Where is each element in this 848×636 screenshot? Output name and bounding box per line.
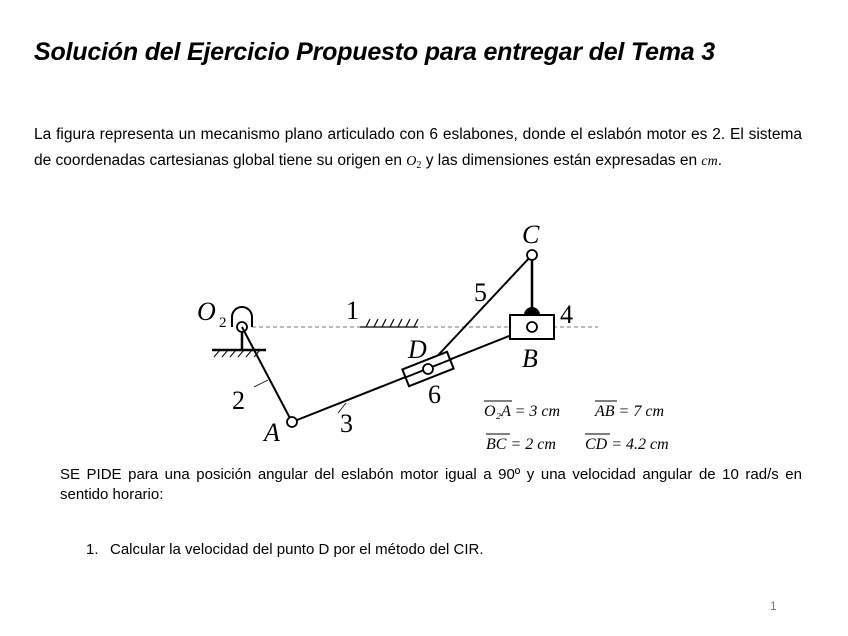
label-d: D — [408, 335, 427, 364]
joint-c — [527, 250, 537, 260]
ground-hatch — [360, 319, 418, 327]
label-link-2: 2 — [232, 386, 245, 415]
intro-paragraph — [34, 122, 802, 179]
task-item — [86, 541, 484, 558]
unit-symbol: cm — [701, 154, 718, 169]
dimension-o2a: O₂A = 3 cm — [484, 403, 561, 420]
task-list — [86, 541, 484, 558]
origin-letter: O — [406, 154, 417, 169]
dimensions — [484, 401, 669, 453]
dimension-cd: CD = 4.2 cm — [585, 436, 669, 453]
slider-4-top-cap — [524, 307, 540, 315]
requirement-paragraph: SE PIDE para una posición angular del eslabón motor igual a 90º y una velocidad angular de 10 rad/s en sentido horario: — [60, 466, 802, 503]
task-text: Calcular la velocidad del punto D por el método del CIR. — [110, 541, 484, 558]
page-number: 1 — [770, 599, 777, 613]
label-link-1: 1 — [346, 296, 359, 325]
label-c: C — [522, 220, 540, 249]
label-b: B — [522, 344, 538, 373]
joint-b — [527, 322, 537, 332]
dimension-bc: BC = 2 cm — [486, 436, 556, 453]
dimension-ab: AB = 7 cm — [595, 403, 664, 420]
page-title: Solución del Ejercicio Propuesto para entregar del Tema 3 — [34, 38, 715, 66]
mechanism-diagram — [170, 215, 690, 460]
label-link-5: 5 — [474, 278, 487, 307]
label-link-6: 6 — [428, 380, 441, 409]
link-2-leader — [254, 380, 268, 387]
label-a: A — [264, 418, 280, 447]
joint-d — [423, 364, 433, 374]
label-o-sub: 2 — [219, 315, 227, 331]
link-5 — [428, 255, 532, 366]
origin-subscript: 2 — [416, 160, 422, 171]
joint-a — [287, 417, 297, 427]
mechanism-figure — [170, 215, 690, 460]
link-2 — [242, 327, 292, 422]
origin-symbol — [406, 154, 421, 169]
label-o: O — [197, 297, 216, 326]
label-link-4: 4 — [560, 300, 573, 329]
intro-text-part1: La figura representa un mecanismo plano articulado con 6 eslabones, donde el eslabón motor es 2. El sistema de coordenadas cartesianas global tiene su origen en — [34, 126, 802, 169]
intro-text-part3: . — [717, 152, 723, 169]
intro-text-part2: y las dimensiones están expresadas en — [421, 152, 702, 169]
task-number: 1. — [86, 541, 99, 558]
label-link-3: 3 — [340, 409, 353, 438]
